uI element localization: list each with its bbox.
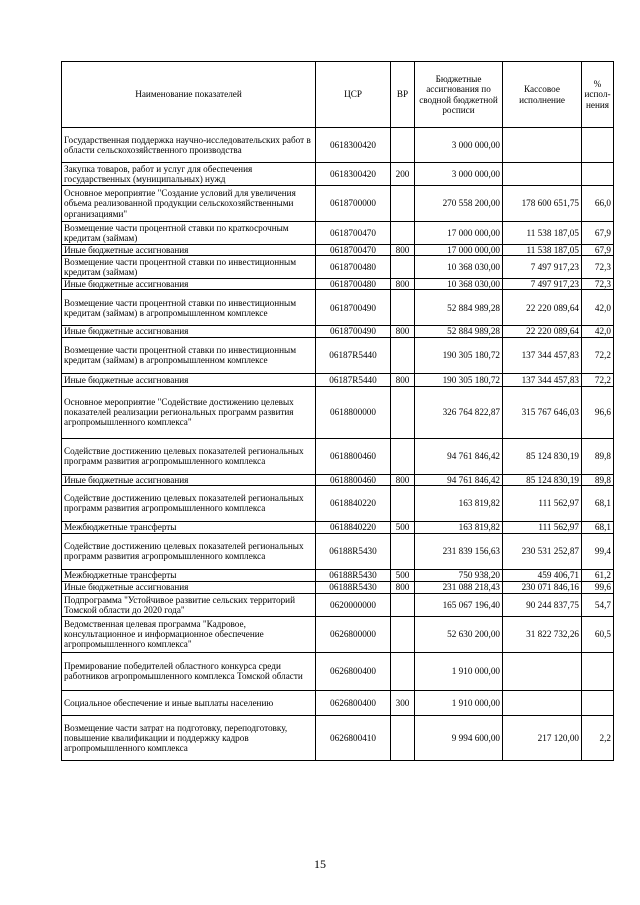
row-cash-cell: 85 124 830,19: [503, 474, 582, 485]
row-budget-cell: 231 088 218,43: [415, 581, 503, 593]
row-csr-cell: 0618800460: [316, 438, 391, 474]
row-name-cell: Иные бюджетные ассигнования: [62, 279, 316, 290]
row-csr-cell: 0618300420: [316, 163, 391, 186]
row-pct-cell: 67,9: [582, 245, 614, 256]
table-row: [62, 245, 614, 256]
header-budget: Бюджетные ассигнования по сводной бюджетной росписи: [415, 62, 503, 128]
table-row: [62, 128, 614, 163]
row-csr-cell: 0618700470: [316, 222, 391, 245]
row-name-cell: Основное мероприятие "Содействие достижению целевых показателей реализации региональных программ развития агропромышленного комплекса": [62, 386, 316, 438]
row-name-cell: Возмещение части процентной ставки по краткосрочным кредитам (займам): [62, 222, 316, 245]
table-body: [62, 128, 614, 761]
row-vr-cell: [391, 128, 415, 163]
table-row: [62, 222, 614, 245]
row-cash-cell: 178 600 651,75: [503, 186, 582, 222]
table-row: [62, 326, 614, 337]
row-csr-cell: 0618300420: [316, 128, 391, 163]
row-budget-cell: 1 910 000,00: [415, 652, 503, 690]
row-budget-cell: 3 000 000,00: [415, 128, 503, 163]
table-row: [62, 652, 614, 690]
header-name: Наименование показателей: [62, 62, 316, 128]
row-vr-cell: 500: [391, 569, 415, 581]
row-pct-cell: 68,1: [582, 485, 614, 521]
row-name-cell: Межбюджетные трансферты: [62, 569, 316, 581]
row-cash-cell: 137 344 457,83: [503, 337, 582, 373]
row-budget-cell: 17 000 000,00: [415, 222, 503, 245]
table-row: [62, 521, 614, 533]
row-vr-cell: [391, 386, 415, 438]
row-pct-cell: 89,8: [582, 474, 614, 485]
row-pct-cell: 96,6: [582, 386, 614, 438]
row-cash-cell: 111 562,97: [503, 521, 582, 533]
row-csr-cell: 0618700000: [316, 186, 391, 222]
row-cash-cell: 217 120,00: [503, 715, 582, 760]
table-row: [62, 290, 614, 326]
header-csr: ЦСР: [316, 62, 391, 128]
row-vr-cell: [391, 438, 415, 474]
row-budget-cell: 9 994 600,00: [415, 715, 503, 760]
row-vr-cell: 800: [391, 326, 415, 337]
row-csr-cell: 0618840220: [316, 521, 391, 533]
row-vr-cell: 800: [391, 279, 415, 290]
header-vr: ВР: [391, 62, 415, 128]
row-pct-cell: 72,3: [582, 279, 614, 290]
row-budget-cell: 3 000 000,00: [415, 163, 503, 186]
row-vr-cell: 800: [391, 581, 415, 593]
row-name-cell: Содействие достижению целевых показателей региональных программ развития агропромышленного комплекса: [62, 533, 316, 569]
row-name-cell: Иные бюджетные ассигнования: [62, 326, 316, 337]
row-vr-cell: 200: [391, 163, 415, 186]
table-row: [62, 533, 614, 569]
row-pct-cell: [582, 163, 614, 186]
row-csr-cell: 0626800400: [316, 652, 391, 690]
row-name-cell: Межбюджетные трансферты: [62, 521, 316, 533]
row-pct-cell: 42,0: [582, 326, 614, 337]
table-row: [62, 690, 614, 715]
row-pct-cell: 68,1: [582, 521, 614, 533]
table-row: [62, 581, 614, 593]
row-name-cell: Содействие достижению целевых показателей региональных программ развития агропромышленного комплекса: [62, 485, 316, 521]
row-cash-cell: 11 538 187,05: [503, 245, 582, 256]
table-row: [62, 386, 614, 438]
row-csr-cell: 0618800000: [316, 386, 391, 438]
row-pct-cell: 72,2: [582, 373, 614, 386]
table-row: [62, 474, 614, 485]
row-budget-cell: 10 368 030,00: [415, 279, 503, 290]
row-budget-cell: 326 764 822,87: [415, 386, 503, 438]
row-name-cell: Иные бюджетные ассигнования: [62, 245, 316, 256]
row-csr-cell: 0618700490: [316, 290, 391, 326]
row-budget-cell: 52 884 989,28: [415, 290, 503, 326]
row-csr-cell: 0618700480: [316, 279, 391, 290]
table-row: [62, 279, 614, 290]
row-cash-cell: 22 220 089,64: [503, 290, 582, 326]
row-pct-cell: 72,2: [582, 337, 614, 373]
row-vr-cell: 800: [391, 245, 415, 256]
row-name-cell: Премирование победителей областного конкурса среди работников агропромышленного комплекса Томской области: [62, 652, 316, 690]
row-pct-cell: 54,7: [582, 593, 614, 616]
page-number: 15: [314, 857, 326, 871]
row-budget-cell: 10 368 030,00: [415, 256, 503, 279]
row-cash-cell: [503, 163, 582, 186]
row-vr-cell: [391, 485, 415, 521]
row-cash-cell: [503, 690, 582, 715]
row-vr-cell: 500: [391, 521, 415, 533]
budget-execution-table: [61, 61, 614, 761]
row-budget-cell: 163 819,82: [415, 485, 503, 521]
row-pct-cell: 99,6: [582, 581, 614, 593]
row-pct-cell: [582, 128, 614, 163]
row-name-cell: Ведомственная целевая программа "Кадровое, консультационное и информационное обеспечение агропромышленного комплекса": [62, 616, 316, 652]
row-cash-cell: 111 562,97: [503, 485, 582, 521]
row-budget-cell: 17 000 000,00: [415, 245, 503, 256]
row-name-cell: Социальное обеспечение и иные выплаты населению: [62, 690, 316, 715]
row-budget-cell: 94 761 846,42: [415, 474, 503, 485]
row-cash-cell: 230 071 846,16: [503, 581, 582, 593]
row-csr-cell: 0618700490: [316, 326, 391, 337]
row-cash-cell: [503, 128, 582, 163]
header-pct: % испол-нения: [582, 62, 614, 128]
row-cash-cell: 90 244 837,75: [503, 593, 582, 616]
table-row: [62, 616, 614, 652]
row-csr-cell: 0626800410: [316, 715, 391, 760]
row-budget-cell: 163 819,82: [415, 521, 503, 533]
row-csr-cell: 06188R5430: [316, 569, 391, 581]
row-cash-cell: 7 497 917,23: [503, 256, 582, 279]
row-csr-cell: 0618700480: [316, 256, 391, 279]
row-vr-cell: [391, 715, 415, 760]
row-cash-cell: 459 406,71: [503, 569, 582, 581]
row-vr-cell: [391, 290, 415, 326]
row-budget-cell: 231 839 156,63: [415, 533, 503, 569]
row-name-cell: Возмещение части процентной ставки по инвестиционным кредитам (займам): [62, 256, 316, 279]
row-vr-cell: 800: [391, 474, 415, 485]
row-budget-cell: 270 558 200,00: [415, 186, 503, 222]
row-name-cell: Основное мероприятие "Создание условий для увеличения объема реализованной продукции сельскохозяйственными организациями": [62, 186, 316, 222]
row-csr-cell: 0620000000: [316, 593, 391, 616]
table-row: [62, 593, 614, 616]
row-name-cell: Возмещение части процентной ставки по инвестиционным кредитам (займам) в агропромышленном комплексе: [62, 337, 316, 373]
row-name-cell: Возмещение части процентной ставки по инвестиционным кредитам (займам) в агропромышленном комплексе: [62, 290, 316, 326]
header-cash: Кассовое исполнение: [503, 62, 582, 128]
table-row: [62, 337, 614, 373]
table-row: [62, 569, 614, 581]
table-row: [62, 715, 614, 760]
row-pct-cell: 60,5: [582, 616, 614, 652]
row-name-cell: Содействие достижению целевых показателей региональных программ развития агропромышленного комплекса: [62, 438, 316, 474]
row-budget-cell: 190 305 180,72: [415, 373, 503, 386]
table-header-row: [62, 62, 614, 128]
table-row: [62, 438, 614, 474]
row-cash-cell: 230 531 252,87: [503, 533, 582, 569]
row-pct-cell: 67,9: [582, 222, 614, 245]
table-row: [62, 373, 614, 386]
row-vr-cell: [391, 256, 415, 279]
row-budget-cell: 750 938,20: [415, 569, 503, 581]
row-cash-cell: [503, 652, 582, 690]
row-pct-cell: 61,2: [582, 569, 614, 581]
row-vr-cell: [391, 222, 415, 245]
row-budget-cell: 94 761 846,42: [415, 438, 503, 474]
row-csr-cell: 0618840220: [316, 485, 391, 521]
row-vr-cell: [391, 186, 415, 222]
row-name-cell: Иные бюджетные ассигнования: [62, 474, 316, 485]
row-vr-cell: [391, 337, 415, 373]
row-cash-cell: 11 538 187,05: [503, 222, 582, 245]
row-csr-cell: 06187R5440: [316, 337, 391, 373]
row-csr-cell: 0618700470: [316, 245, 391, 256]
row-csr-cell: 0626800400: [316, 690, 391, 715]
table-row: [62, 163, 614, 186]
row-pct-cell: [582, 652, 614, 690]
row-cash-cell: 31 822 732,26: [503, 616, 582, 652]
row-budget-cell: 1 910 000,00: [415, 690, 503, 715]
row-vr-cell: [391, 616, 415, 652]
row-cash-cell: 85 124 830,19: [503, 438, 582, 474]
row-name-cell: Иные бюджетные ассигнования: [62, 373, 316, 386]
row-cash-cell: 315 767 646,03: [503, 386, 582, 438]
row-cash-cell: 7 497 917,23: [503, 279, 582, 290]
row-vr-cell: 800: [391, 373, 415, 386]
row-pct-cell: 72,3: [582, 256, 614, 279]
row-pct-cell: 99,4: [582, 533, 614, 569]
row-cash-cell: 137 344 457,83: [503, 373, 582, 386]
row-pct-cell: 89,8: [582, 438, 614, 474]
row-vr-cell: [391, 652, 415, 690]
row-pct-cell: 66,0: [582, 186, 614, 222]
row-name-cell: Закупка товаров, работ и услуг для обеспечения государственных (муниципальных) нужд: [62, 163, 316, 186]
row-budget-cell: 165 067 196,40: [415, 593, 503, 616]
row-budget-cell: 52 884 989,28: [415, 326, 503, 337]
row-cash-cell: 22 220 089,64: [503, 326, 582, 337]
row-pct-cell: 2,2: [582, 715, 614, 760]
row-csr-cell: 06188R5430: [316, 581, 391, 593]
row-csr-cell: 0626800000: [316, 616, 391, 652]
row-budget-cell: 190 305 180,72: [415, 337, 503, 373]
row-name-cell: Государственная поддержка научно-исследовательских работ в области сельскохозяйственного производства: [62, 128, 316, 163]
row-csr-cell: 06188R5430: [316, 533, 391, 569]
row-name-cell: Подпрограмма "Устойчивое развитие сельских территорий Томской области до 2020 года": [62, 593, 316, 616]
row-name-cell: Иные бюджетные ассигнования: [62, 581, 316, 593]
row-csr-cell: 0618800460: [316, 474, 391, 485]
table-row: [62, 485, 614, 521]
row-pct-cell: [582, 690, 614, 715]
row-pct-cell: 42,0: [582, 290, 614, 326]
table-row: [62, 256, 614, 279]
row-vr-cell: 300: [391, 690, 415, 715]
row-vr-cell: [391, 533, 415, 569]
table-row: [62, 186, 614, 222]
row-csr-cell: 06187R5440: [316, 373, 391, 386]
row-vr-cell: [391, 593, 415, 616]
row-budget-cell: 52 630 200,00: [415, 616, 503, 652]
row-name-cell: Возмещение части затрат на подготовку, переподготовку, повышение квалификации и поддержку кадров агропромышленного комплекса: [62, 715, 316, 760]
